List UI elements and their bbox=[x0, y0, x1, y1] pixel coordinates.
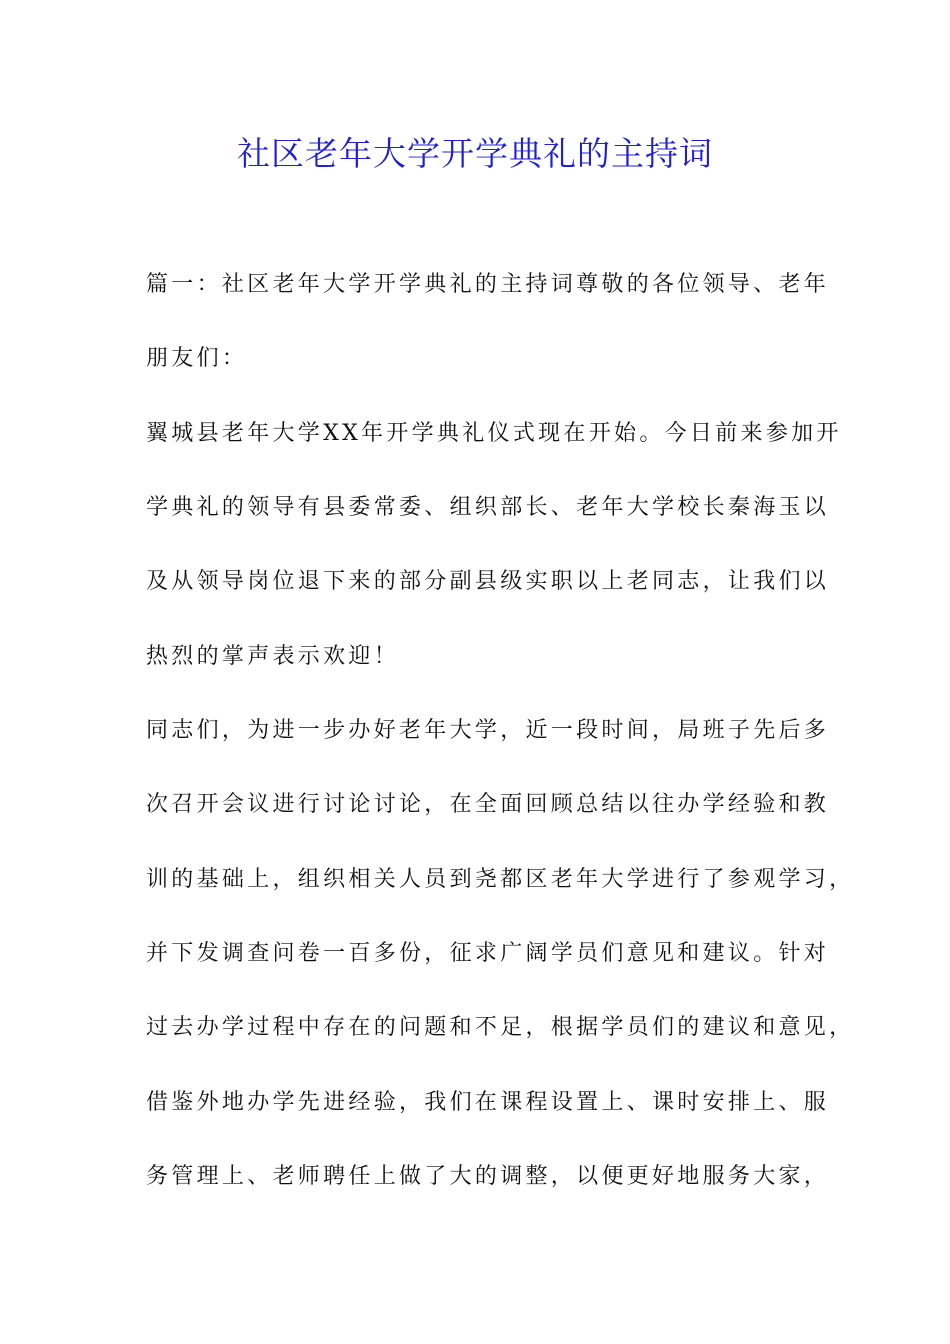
paragraph-line: 翼城县老年大学XX年开学典礼仪式现在开始。今日前来参加开 bbox=[146, 421, 842, 446]
paragraph-line: 过去办学过程中存在的问题和不足，根据学员们的建议和意见， bbox=[146, 1015, 855, 1040]
paragraph-line: 训的基础上，组织相关人员到尧都区老年大学进行了参观学习， bbox=[146, 867, 855, 892]
paragraph-line: 同志们，为进一步办好老年大学，近一段时间，局班子先后多 bbox=[146, 718, 830, 743]
paragraph-line: 及从领导岗位退下来的部分副县级实职以上老同志，让我们以 bbox=[146, 569, 830, 594]
paragraph-line: 次召开会议进行讨论讨论，在全面回顾总结以往办学经验和教 bbox=[146, 792, 830, 817]
paragraph-line: 并下发调查问卷一百多份，征求广阔学员们意见和建议。针对 bbox=[146, 941, 830, 966]
paragraph-line: 借鉴外地办学先进经验，我们在课程设置上、课时安排上、服 bbox=[146, 1090, 830, 1115]
paragraph-line: 学典礼的领导有县委常委、组织部长、老年大学校长秦海玉以 bbox=[146, 495, 830, 520]
document-title: 社区老年大学开学典礼的主持词 bbox=[237, 134, 713, 173]
paragraph-line: 朋友们： bbox=[146, 346, 248, 371]
paragraph-line: 篇一：社区老年大学开学典礼的主持词尊敬的各位领导、老年 bbox=[146, 272, 830, 297]
paragraph-line: 务管理上、老师聘任上做了大的调整，以便更好地服务大家， bbox=[146, 1164, 830, 1189]
paragraph-line: 热烈的掌声表示欢迎！ bbox=[146, 644, 400, 669]
